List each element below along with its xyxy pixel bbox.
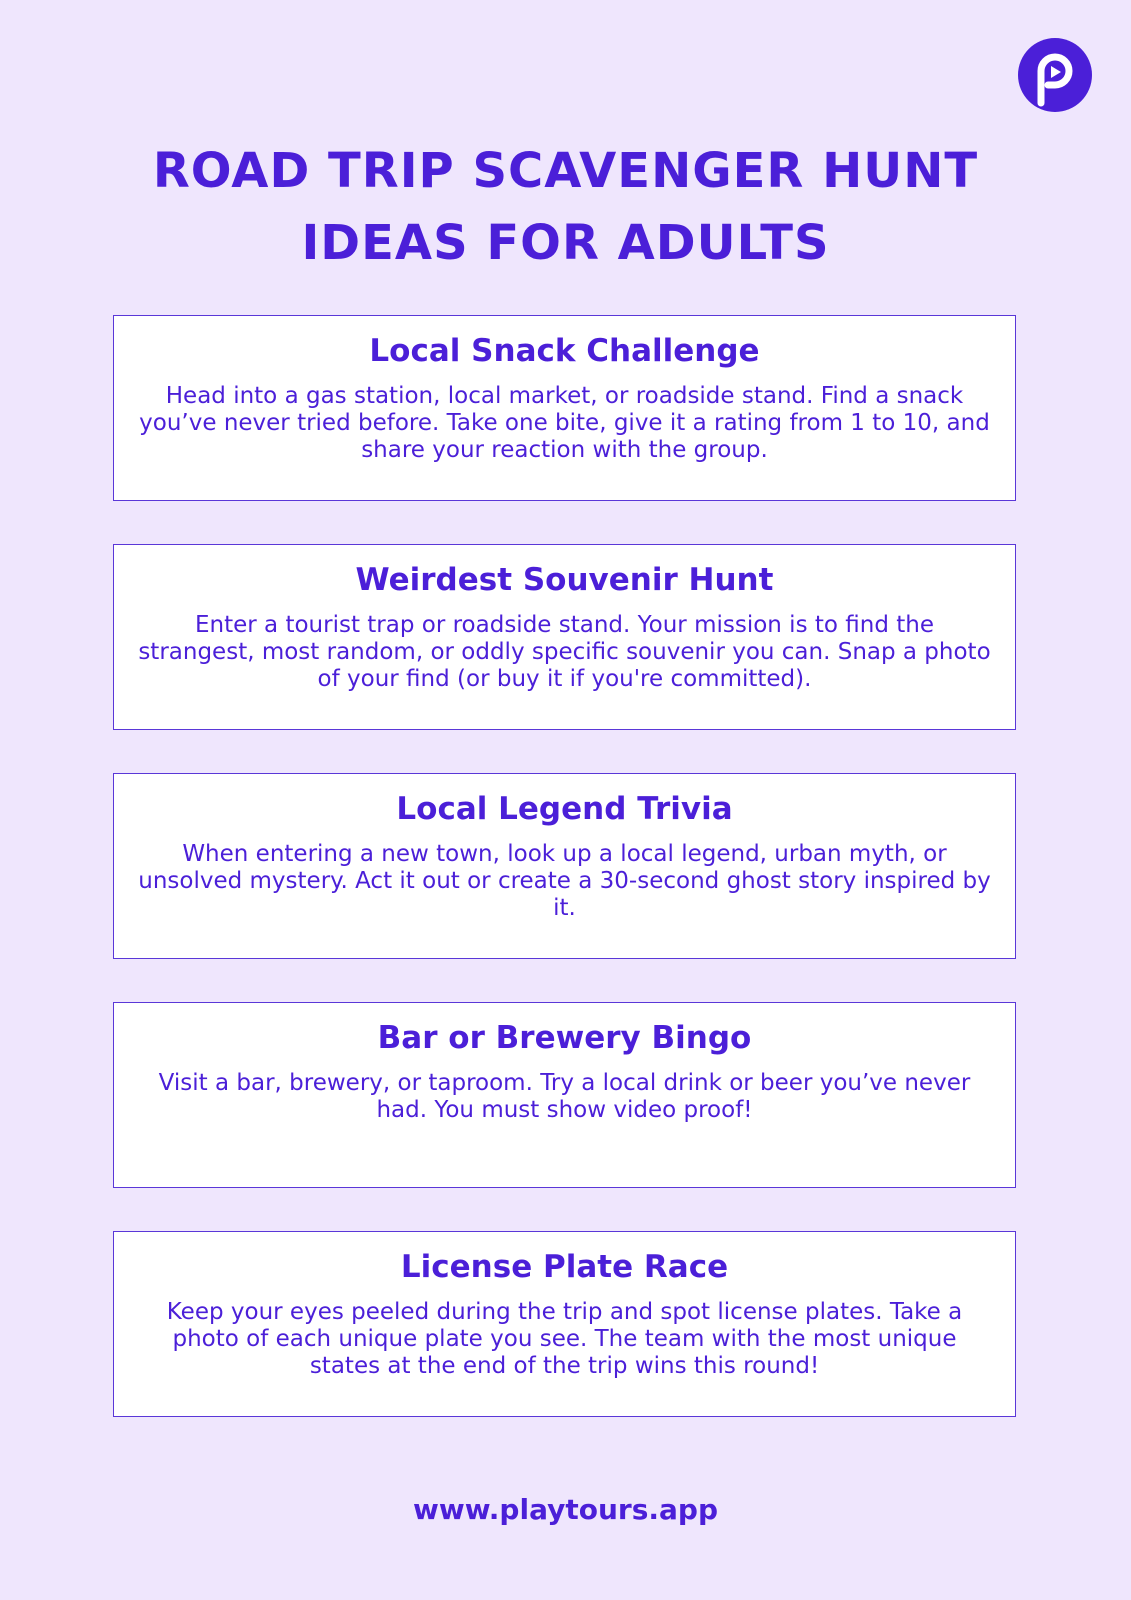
playtours-logo-icon xyxy=(1017,37,1093,113)
card-description: Enter a tourist trap or roadside stand. Your mission is to find the strangest, most random, or oddly specific souvenir you can. Snap a photo of your find (or buy it if you're committed). xyxy=(138,612,991,692)
idea-card-license-plate xyxy=(113,1231,1016,1417)
page-title-line-2: IDEAS FOR ADULTS xyxy=(301,215,830,271)
card-description: When entering a new town, look up a local legend, urban myth, or unsolved mystery. Act it out or create a 30-second ghost story inspired by it. xyxy=(138,841,991,921)
website-link[interactable]: www.playtours.app xyxy=(412,1493,719,1526)
card-title: License Plate Race xyxy=(400,1249,729,1285)
card-title: Local Snack Challenge xyxy=(369,333,760,369)
idea-card-bar-brewery xyxy=(113,1002,1016,1188)
page-title-line-1: ROAD TRIP SCAVENGER HUNT xyxy=(152,143,979,199)
page-title xyxy=(0,135,1131,279)
idea-card-local-snack xyxy=(113,315,1016,501)
idea-card-local-legend xyxy=(113,773,1016,959)
card-title: Bar or Brewery Bingo xyxy=(377,1020,752,1056)
card-description: Keep your eyes peeled during the trip and spot license plates. Take a photo of each unique plate you see. The team with the most unique states at the end of the trip wins this round! xyxy=(166,1299,963,1379)
card-description: Head into a gas station, local market, or roadside stand. Find a snack you’ve never tried before. Take one bite, give it a rating from 1 to 10, and share your reaction with the group. xyxy=(139,383,990,463)
card-title: Weirdest Souvenir Hunt xyxy=(355,562,774,598)
idea-card-weirdest-souvenir xyxy=(113,544,1016,730)
card-description: Visit a bar, brewery, or taproom. Try a local drink or beer you’ve never had. You must show video proof! xyxy=(158,1070,971,1123)
card-title: Local Legend Trivia xyxy=(396,791,733,827)
